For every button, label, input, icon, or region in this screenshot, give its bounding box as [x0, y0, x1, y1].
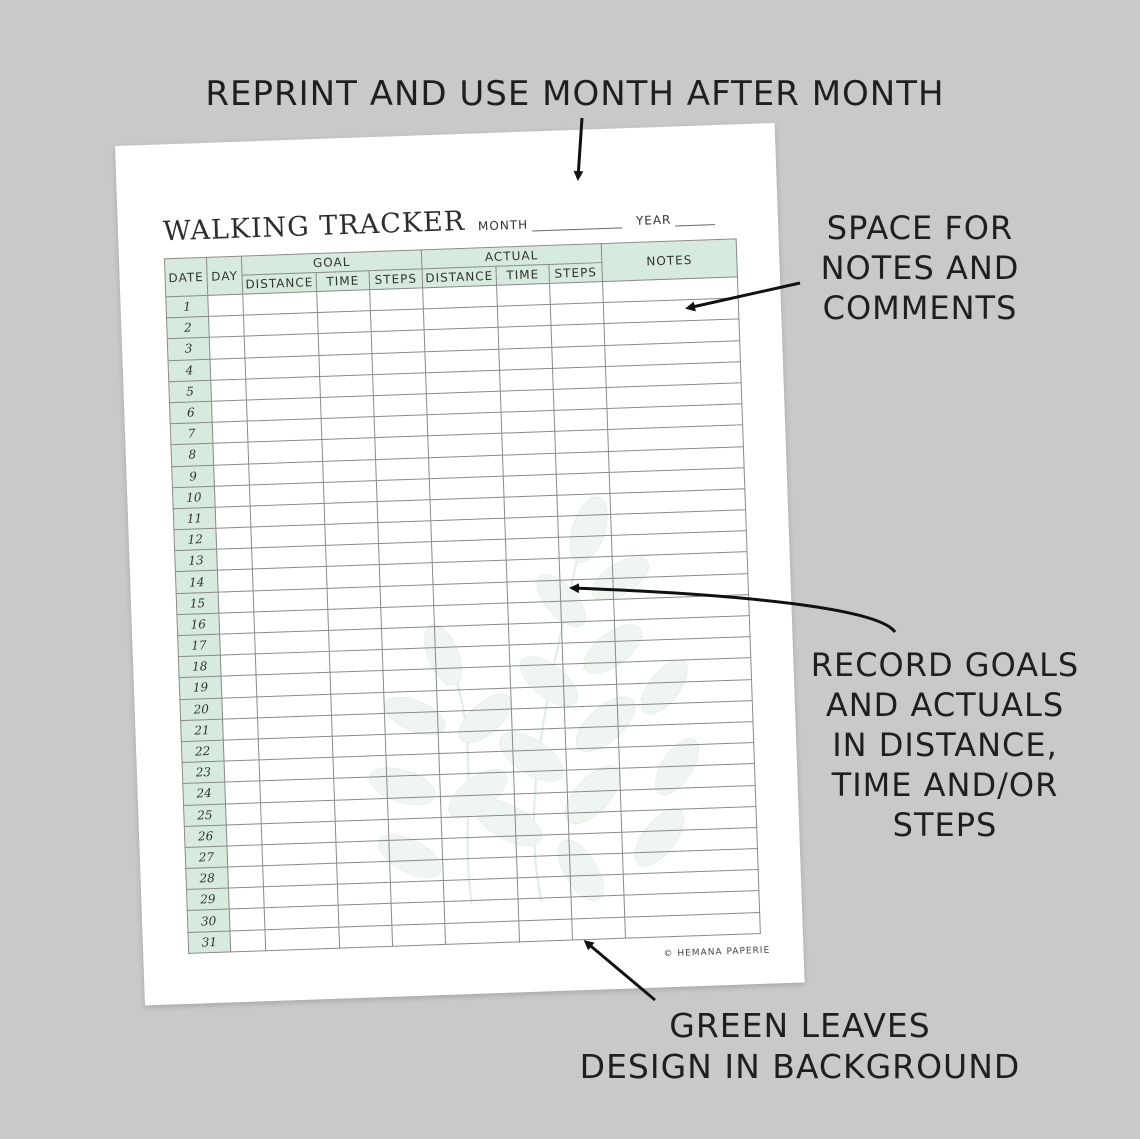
date-cell: 24 [183, 782, 226, 805]
date-cell: 8 [171, 444, 214, 467]
date-cell: 11 [173, 507, 216, 530]
date-cell: 26 [184, 825, 227, 848]
arrow-to-notes [688, 283, 800, 308]
header-goal-steps: STEPS [369, 269, 423, 290]
date-cell: 18 [178, 655, 221, 678]
callout-record: RECORD GOALS AND ACTUALS IN DISTANCE, TIME AND/OR STEPS [810, 646, 1080, 844]
date-cell: 16 [177, 613, 220, 636]
header-goal-time: TIME [316, 271, 370, 292]
arrow-to-leaves [586, 942, 655, 1000]
copyright-text: © HEMANA PAPERIE [663, 945, 771, 960]
date-cell: 22 [181, 740, 224, 763]
arrow-to-table [572, 588, 895, 632]
date-cell: 5 [169, 380, 212, 403]
date-cell: 2 [167, 317, 210, 340]
date-cell: 13 [175, 549, 218, 572]
date-cell: 3 [167, 338, 210, 361]
date-cell: 7 [170, 422, 213, 445]
date-cell: 25 [184, 804, 227, 827]
date-cell: 31 [188, 931, 231, 954]
header-goal-group: GOAL [241, 250, 422, 275]
header-day: DAY [206, 256, 242, 295]
date-cell: 28 [186, 867, 229, 890]
header-actual-steps: STEPS [549, 263, 603, 284]
date-cell: 29 [186, 888, 229, 911]
header-actual-group: ACTUAL [421, 244, 602, 269]
date-cell: 17 [178, 634, 221, 657]
date-cell: 19 [179, 676, 222, 699]
date-cell: 15 [176, 592, 219, 615]
date-cell: 30 [187, 909, 230, 932]
date-cell: 23 [182, 761, 225, 784]
year-label: YEAR [635, 212, 672, 228]
date-cell: 9 [172, 465, 215, 488]
month-label: MONTH [477, 217, 529, 234]
date-cell: 12 [174, 528, 217, 551]
date-cell: 14 [175, 571, 218, 594]
arrow-to-month-year [578, 118, 582, 178]
header-actual-distance: DISTANCE [422, 266, 497, 288]
callout-notes: SPACE FOR NOTES AND COMMENTS [820, 209, 1020, 327]
callout-reprint: REPRINT AND USE MONTH AFTER MONTH [205, 74, 945, 114]
date-cell: 10 [172, 486, 215, 509]
date-cell: 21 [181, 719, 224, 742]
callout-leaves: GREEN LEAVES DESIGN IN BACKGROUND [579, 1006, 1021, 1087]
header-notes: NOTES [601, 239, 737, 282]
date-cell: 6 [169, 401, 212, 424]
sheet-title: WALKING TRACKER [162, 205, 466, 248]
header-date: DATE [164, 257, 207, 296]
date-cell: 4 [168, 359, 211, 382]
date-cell: 1 [166, 295, 209, 318]
date-cell: 20 [180, 698, 223, 721]
date-cell: 27 [185, 846, 228, 869]
header-goal-distance: DISTANCE [242, 273, 317, 295]
header-actual-time: TIME [496, 264, 550, 285]
